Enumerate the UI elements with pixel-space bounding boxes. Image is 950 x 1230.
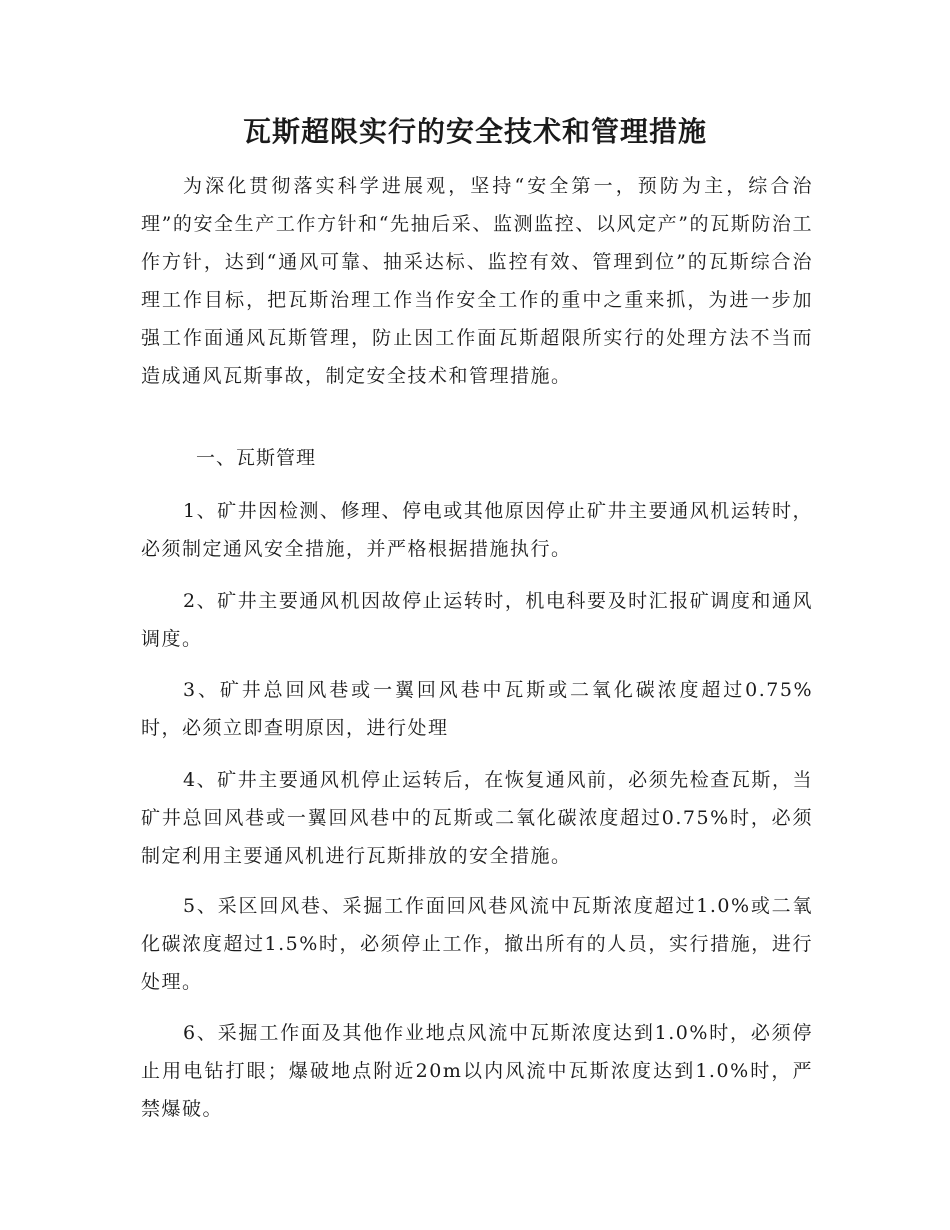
list-item-4: 4、矿井主要通风机停止运转后，在恢复通风前，必须先检查瓦斯，当矿井总回风巷或一翼回风巷中的瓦斯或二氧化碳浓度超过0.75%时，必须制定利用主要通风机进行瓦斯排放的安全措施。 <box>141 769 813 867</box>
list-item-1: 1、矿井因检测、修理、停电或其他原因停止矿井主要通风机运转时，必须制定通风安全措施，并严格根据措施执行。 <box>141 500 813 560</box>
list-item-6: 6、采掘工作面及其他作业地点风流中瓦斯浓度达到1.0%时，必须停止用电钻打眼；爆破地点附近20m以内风流中瓦斯浓度达到1.0%时，严禁爆破。 <box>141 1022 813 1120</box>
list-item-5: 5、采区回风巷、采掘工作面回风巷风流中瓦斯浓度超过1.0%或二氧化碳浓度超过1.5%时，必须停止工作，撤出所有的人员，实行措施，进行处理。 <box>141 895 813 993</box>
list-item-2: 2、矿井主要通风机因故停止运转时，机电科要及时汇报矿调度和通风调度。 <box>141 590 813 650</box>
section-heading: 一、瓦斯管理 <box>196 447 317 469</box>
intro-paragraph: 为深化贯彻落实科学进展观，坚持“安全第一，预防为主，综合治理”的安全生产工作方针和“先抽后采、监测监控、以风定产”的瓦斯防治工作方针，达到“通风可靠、抽采达标、监控有效、管理到位”的瓦斯综合治理工作目标，把瓦斯治理工作当作安全工作的重中之重来抓，为进一步加强工作面通风瓦斯管理，防止因工作面瓦斯超限所实行的处理方法不当而造成通风瓦斯事故，制定安全技术和管理措施。 <box>141 175 813 387</box>
list-item-3: 3、矿井总回风巷或一翼回风巷中瓦斯或二氧化碳浓度超过0.75%时，必须立即查明原因，进行处理 <box>141 679 813 739</box>
document-title: 瓦斯超限实行的安全技术和管理措施 <box>242 115 707 148</box>
